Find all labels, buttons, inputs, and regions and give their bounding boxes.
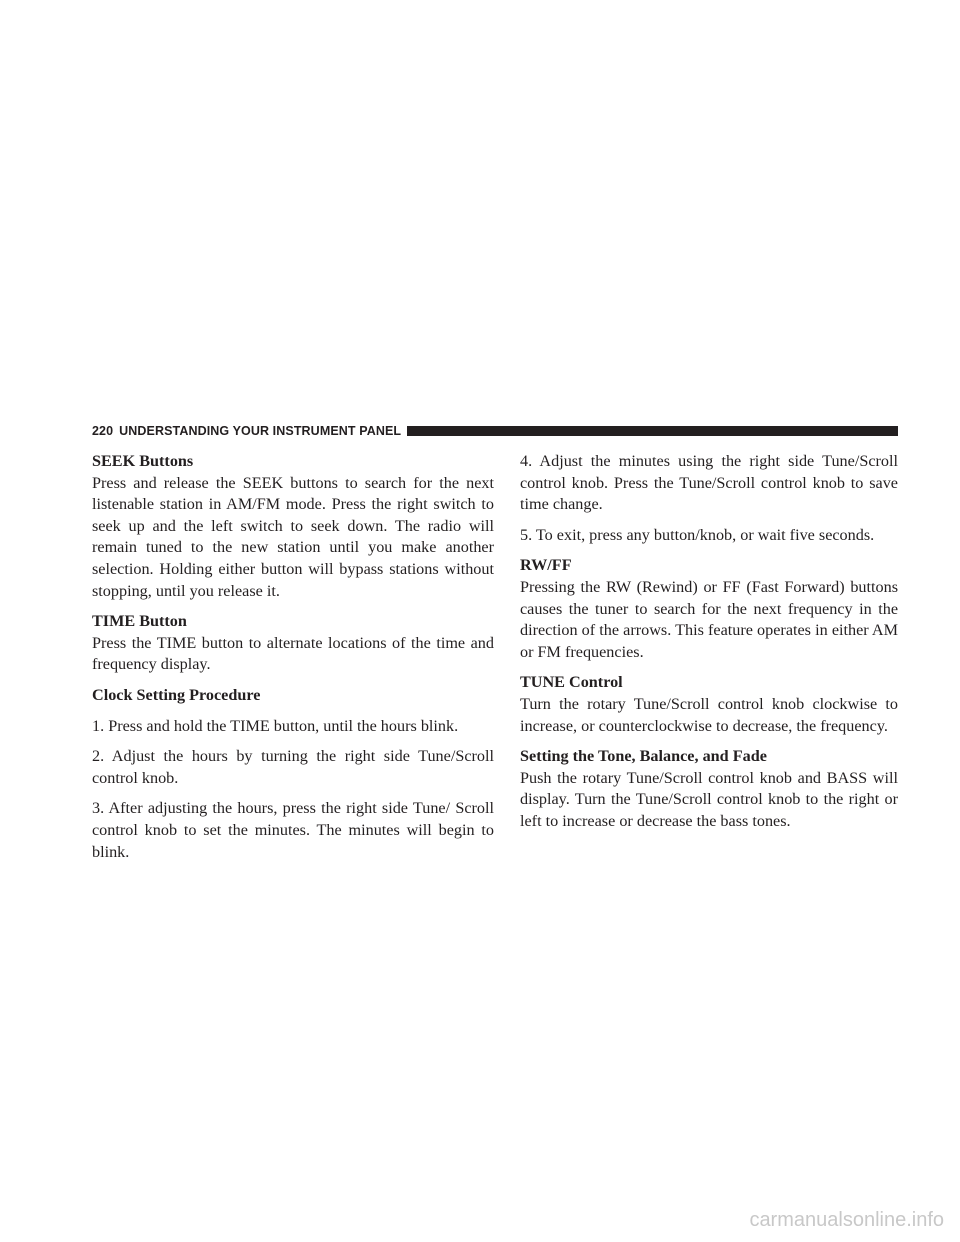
time-heading: TIME Button [92, 612, 187, 631]
time-body: Press the TIME button to alternate locations of the time and frequency display. [92, 633, 494, 674]
seek-heading: SEEK Buttons [92, 452, 194, 470]
tone-heading: Setting the Tone, Balance, and Fade [520, 747, 767, 766]
seek-body: Press and release the SEEK buttons to search for the next listenable station in AM/FM mode. Press the right switch to seek up and the left switch to seek down. The radio will remain tuned to the new station until you make another selection. Holding either button will bypass stations without stopping, until you release it. [92, 473, 494, 600]
clock-section [92, 685, 494, 863]
seek-section [92, 451, 494, 602]
rwff-body: Pressing the RW (Rewind) or FF (Fast Forward) buttons causes the tuner to search for the next frequency in the direction of the arrows. This feature operates in either AM or FM frequencies. [520, 577, 898, 661]
section-title: UNDERSTANDING YOUR INSTRUMENT PANEL [119, 423, 402, 438]
clock-heading: Clock Setting Procedure [92, 685, 261, 704]
tune-heading: TUNE Control [520, 673, 623, 692]
page-header [92, 422, 898, 439]
rwff-section [520, 555, 898, 663]
page-number: 220 [92, 423, 114, 438]
clock-step-1: 1. Press and hold the TIME button, until the hours blink. [92, 716, 459, 735]
clock-step-4: 4. Adjust the minutes using the right side Tune/Scroll control knob. Press the Tune/Scroll control knob to save time change. [520, 452, 898, 514]
time-section [92, 611, 494, 676]
watermark: carmanualsonline.info [749, 1209, 944, 1231]
left-column [92, 451, 494, 872]
header-rule [407, 426, 898, 436]
tone-section [520, 746, 898, 832]
right-column [520, 451, 898, 842]
tune-body: Turn the rotary Tune/Scroll control knob clockwise to increase, or counterclockwise to decrease, the frequency. [520, 694, 898, 735]
tone-body: Push the rotary Tune/Scroll control knob and BASS will display. Turn the Tune/Scroll control knob to the right or left to increase or decrease the bass tones. [520, 768, 898, 830]
tune-section [520, 672, 898, 737]
rwff-heading: RW/FF [520, 556, 572, 575]
clock-step-5: 5. To exit, press any button/knob, or wait five seconds. [520, 525, 875, 544]
clock-step-2: 2. Adjust the hours by turning the right side Tune/Scroll control knob. [92, 747, 494, 787]
clock-step-3: 3. After adjusting the hours, press the right side Tune/ Scroll control knob to set the minutes. The minutes will begin to blink. [92, 799, 494, 861]
